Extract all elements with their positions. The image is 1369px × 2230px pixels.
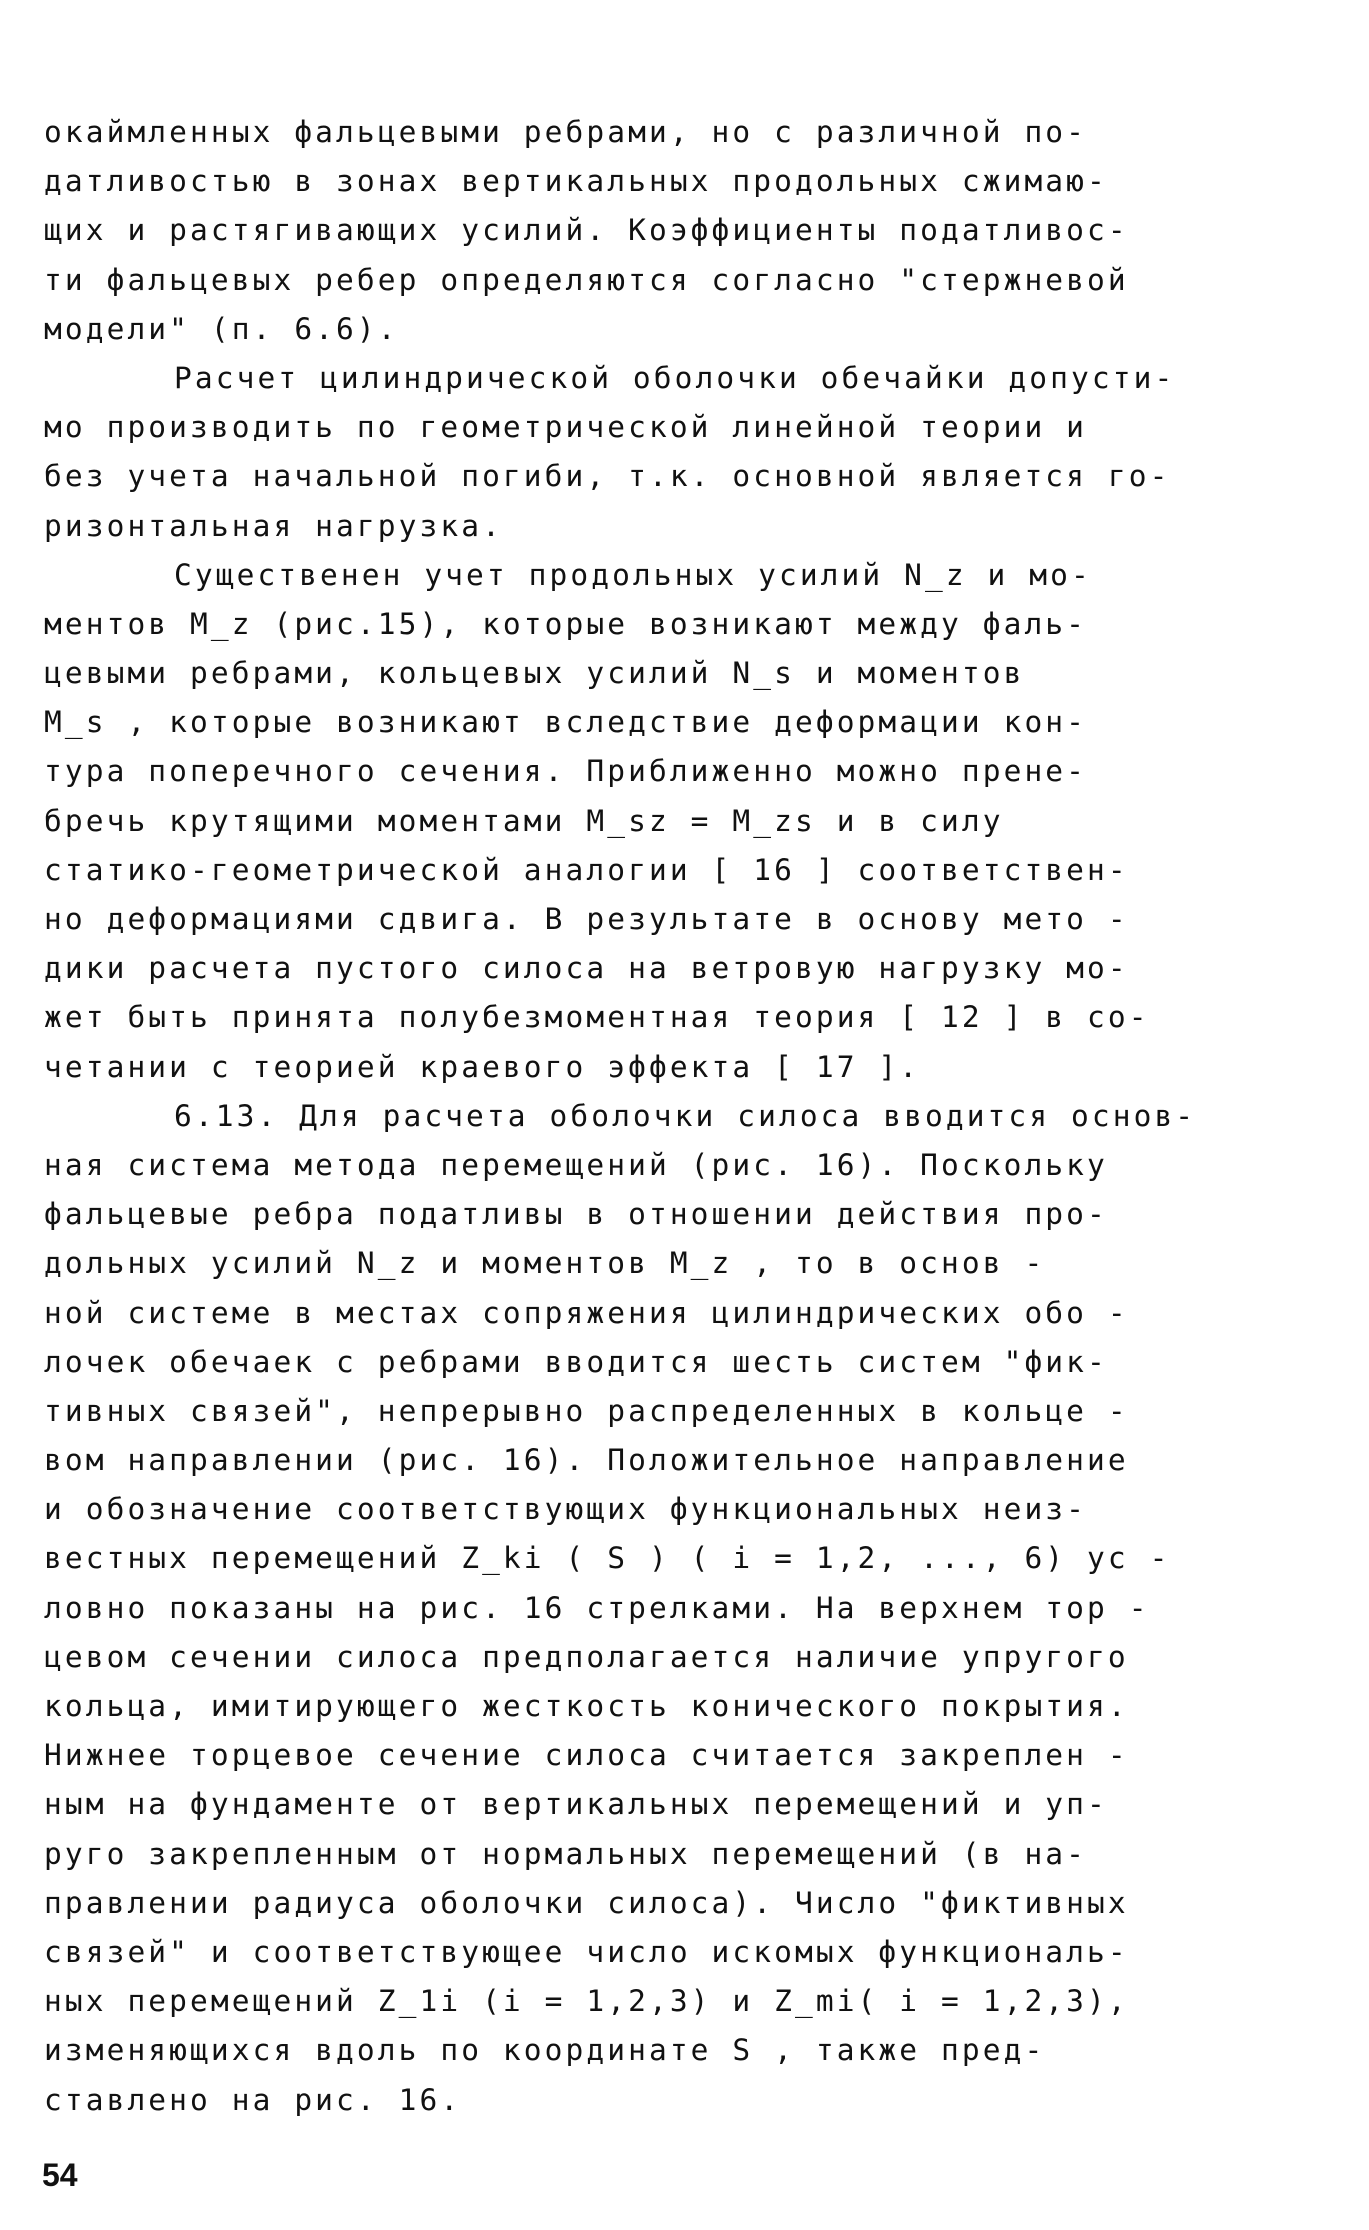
text-line: ная система метода перемещений (рис. 16). Поскольку <box>44 1147 1108 1182</box>
text-line: M_s , которые возникают вследствие деформации кон- <box>44 705 1088 740</box>
paragraph-first-line: 6.13. Для расчета оболочки силоса вводится основ- <box>174 1098 1197 1133</box>
text-line: ным на фундаменте от вертикальных перемещений и уп- <box>44 1787 1108 1822</box>
text-line: тура поперечного сечения. Приближенно можно прене- <box>44 754 1088 789</box>
text-line: связей" и соответствующее число искомых функциональ- <box>44 1934 1129 1969</box>
text-line: дольных усилий N_z и моментов M_z , то в основ - <box>44 1246 1046 1281</box>
text-line: вестных перемещений Z_ki ( S ) ( i = 1,2, ..., 6) ус - <box>44 1541 1171 1576</box>
body-text <box>44 108 1334 2125</box>
paragraph-first-line: Существенен учет продольных усилий N_z и мо- <box>174 557 1092 592</box>
text-line: окаймленных фальцевыми ребрами, но с различной по- <box>44 115 1088 149</box>
text-line: ловно показаны на рис. 16 стрелками. На верхнем тор - <box>44 1590 1150 1625</box>
text-line: ти фальцевых ребер определяются согласно "стержневой <box>44 262 1129 297</box>
text-line: тивных связей", непрерывно распределенных в кольце - <box>44 1393 1129 1428</box>
text-line: цевыми ребрами, кольцевых усилий N_s и моментов <box>44 656 1025 691</box>
text-line: без учета начальной погиби, т.к. основной является го- <box>44 459 1171 494</box>
text-line: лочек обечаек с ребрами вводится шесть систем "фик- <box>44 1344 1108 1379</box>
text-line: ной системе в местах сопряжения цилиндрических обо - <box>44 1295 1129 1330</box>
text-line: Нижнее торцевое сечение силоса считается закреплен - <box>44 1738 1129 1773</box>
text-line: статико-геометрической аналогии [ 16 ] соответствен- <box>44 852 1129 887</box>
text-line: ных перемещений Z_1i (i = 1,2,3) и Z_mi( i = 1,2,3), <box>44 1984 1129 2019</box>
text-line: мо производить по геометрической линейной теории и <box>44 410 1088 445</box>
text-line: бречь крутящими моментами M_sz = M_zs и в силу <box>44 803 1004 838</box>
text-line: четании с теорией краевого эффекта [ 17 ]. <box>44 1049 921 1084</box>
text-line: ризонтальная нагрузка. <box>44 508 503 543</box>
text-line: цевом сечении силоса предполагается наличие упругого <box>44 1639 1129 1674</box>
text-line: жет быть принята полубезмоментная теория [ 12 ] в со- <box>44 1000 1150 1035</box>
text-line: руго закрепленным от нормальных перемещений (в на- <box>44 1836 1088 1871</box>
text-line: модели" (п. 6.6). <box>44 311 399 346</box>
text-line: и обозначение соответствующих функциональных неиз- <box>44 1492 1088 1527</box>
text-line: ментов M_z (рис.15), которые возникают между фаль- <box>44 606 1088 641</box>
paragraph-first-line: Расчет цилиндрической оболочки обечайки допусти- <box>174 360 1176 395</box>
text-line: ставлено на рис. 16. <box>44 2082 462 2117</box>
text-line: вом направлении (рис. 16). Положительное направление <box>44 1443 1129 1478</box>
text-line: кольца, имитирующего жесткость конического покрытия. <box>44 1689 1129 1723</box>
text-line: фальцевые ребра податливы в отношении действия про- <box>44 1197 1108 1232</box>
text-line: но деформациями сдвига. В результате в основу мето - <box>44 902 1129 936</box>
text-line: датливостью в зонах вертикальных продольных сжимаю- <box>44 164 1108 199</box>
text-line: правлении радиуса оболочки силоса). Число "фиктивных <box>44 1885 1129 1920</box>
page-number: 54 <box>42 2157 78 2193</box>
text-line: щих и растягивающих усилий. Коэффициенты податливос- <box>44 213 1129 248</box>
text-line: изменяющихся вдоль по координате S , также пред- <box>44 2033 1046 2068</box>
text-line: дики расчета пустого силоса на ветровую нагрузку мо- <box>44 951 1129 986</box>
